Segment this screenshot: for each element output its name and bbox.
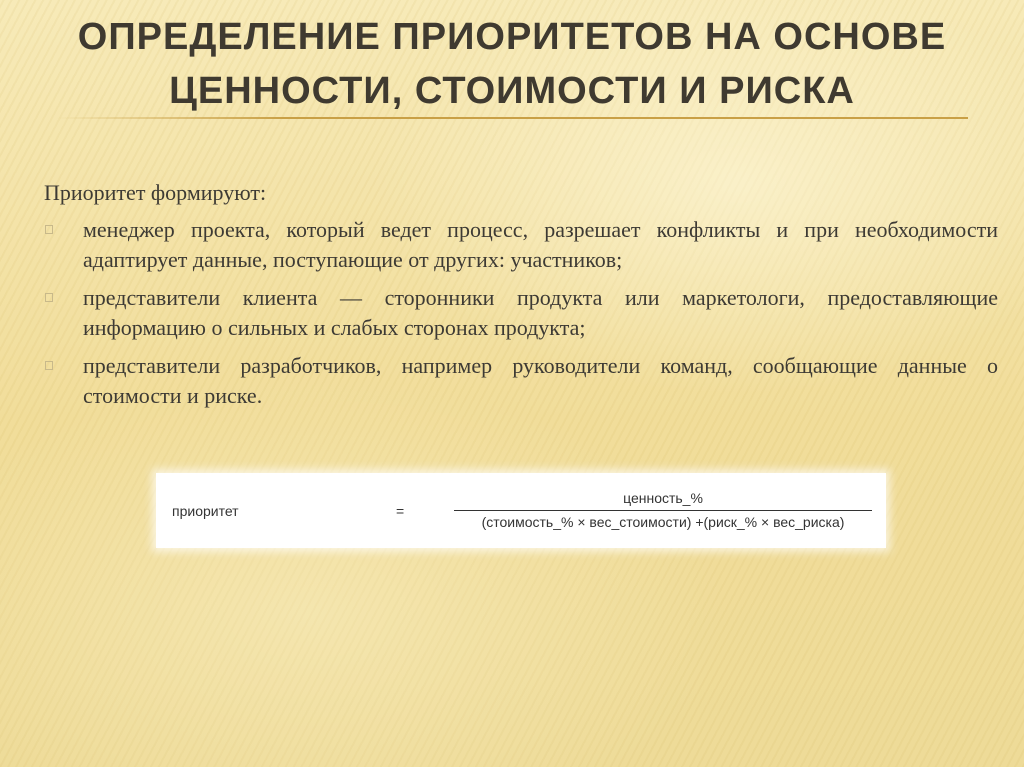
formula-label: приоритет: [172, 503, 239, 519]
bullet-item-developer-representatives: [44, 351, 998, 411]
square-outline-icon: [45, 361, 53, 370]
bullet-list: [44, 215, 998, 411]
slide-title: [0, 10, 1024, 118]
title-divider: [56, 117, 968, 119]
bullet-text: менеджер проекта, который ведет процесс, разрешает конфликты и при необходимости адаптирует данные, поступающие от других: участников;: [83, 217, 998, 272]
formula-denominator: (стоимость_% × вес_стоимости) +(риск_% × вес_риска): [481, 514, 845, 530]
bullet-item-client-representatives: [44, 283, 998, 343]
bullet-text: представители клиента — сторонники продукта или маркетологи, предоставляющие информацию о сильных и слабых сторонах продукта;: [83, 285, 998, 340]
intro-text: Приоритет формируют:: [44, 180, 267, 205]
slide-title-line-1: ОПРЕДЕЛЕНИЕ ПРИОРИТЕТОВ НА ОСНОВЕ: [77, 16, 947, 58]
formula-fraction-bar: [454, 510, 872, 511]
bullet-text: представители разработчиков, например руководители команд, сообщающие данные о стоимости и риске.: [83, 353, 998, 408]
priority-formula: [156, 473, 886, 548]
slide-body: [44, 178, 998, 419]
formula-numerator: ценность_%: [623, 490, 703, 506]
bullet-item-project-manager: [44, 215, 998, 275]
square-outline-icon: [45, 225, 53, 234]
square-outline-icon: [45, 293, 53, 302]
slide-title-line-2: ЦЕННОСТИ, СТОИМОСТИ И РИСКА: [169, 70, 855, 112]
formula-equals-sign: =: [396, 503, 405, 519]
